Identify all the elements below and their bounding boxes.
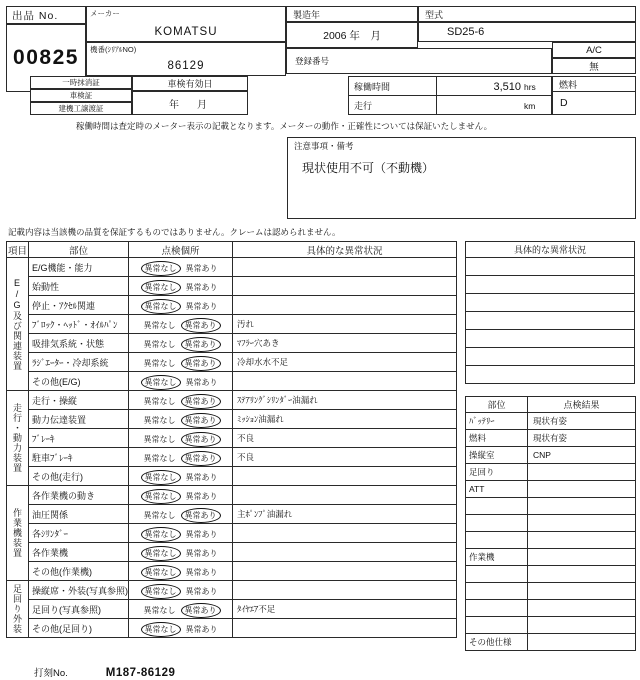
no-abnormality-mark: 異常なし bbox=[143, 435, 176, 444]
inspection-row bbox=[7, 562, 457, 581]
result-part bbox=[466, 498, 528, 515]
no-abnormality-mark: 異常なし bbox=[143, 454, 176, 463]
no-abnormality-mark: 異常なし bbox=[143, 511, 176, 520]
model-label: 型式 bbox=[418, 6, 636, 22]
col-header-item: 項目 bbox=[7, 242, 29, 258]
stamp-no-value: M187-86129 bbox=[105, 667, 176, 679]
result-row bbox=[466, 532, 636, 549]
abnormality-mark: 異常あり bbox=[185, 530, 218, 539]
main-tables bbox=[6, 241, 635, 651]
check-marks-cell bbox=[129, 448, 233, 467]
abnormal-detail-text: 不良 bbox=[233, 448, 457, 467]
part-name: ﾌﾞﾚｰｷ bbox=[29, 429, 129, 448]
result-row bbox=[466, 430, 636, 447]
part-name: 各ｼﾘﾝﾀﾞｰ bbox=[29, 524, 129, 543]
result-part: 操縦室 bbox=[466, 447, 528, 464]
abnormality-mark: 異常あり bbox=[181, 356, 221, 371]
result-value bbox=[528, 583, 636, 600]
abnormal-detail-text bbox=[233, 562, 457, 581]
inspection-row bbox=[7, 619, 457, 638]
result-part bbox=[466, 617, 528, 634]
detail-line bbox=[466, 312, 635, 330]
check-marks-cell bbox=[129, 505, 233, 524]
no-abnormality-mark: 異常なし bbox=[141, 299, 181, 314]
inspection-header-row bbox=[7, 242, 457, 258]
result-part: 足回り bbox=[466, 464, 528, 481]
result-value bbox=[528, 481, 636, 498]
fuel-cell bbox=[552, 76, 636, 115]
abnormality-mark: 異常あり bbox=[181, 318, 221, 333]
result-row bbox=[466, 515, 636, 532]
abnormality-mark: 異常あり bbox=[181, 413, 221, 428]
check-marks-cell bbox=[129, 334, 233, 353]
operating-hours-row bbox=[349, 77, 552, 96]
remarks-title: 注意事項・備考 bbox=[294, 141, 354, 151]
result-part bbox=[466, 515, 528, 532]
operating-hours-unit: hrs bbox=[524, 82, 536, 92]
inspection-row bbox=[7, 410, 457, 429]
part-name: その他(作業機) bbox=[29, 562, 129, 581]
detail-line-row bbox=[466, 330, 635, 348]
result-part: ﾊﾞｯﾃﾘｰ bbox=[466, 413, 528, 430]
serial-label: 機番(ｼﾘｱﾙNO) bbox=[90, 45, 137, 54]
operating-hours-label: 稼働時間 bbox=[349, 77, 437, 96]
inspection-row bbox=[7, 315, 457, 334]
part-name: ﾗｼﾞｴｰﾀｰ・冷却系統 bbox=[29, 353, 129, 372]
detail-line bbox=[466, 294, 635, 312]
no-abnormality-mark: 異常なし bbox=[141, 546, 181, 561]
detail-line-row bbox=[466, 348, 635, 366]
result-value bbox=[528, 464, 636, 481]
part-name: E/G機能・能力 bbox=[29, 258, 129, 277]
col-header-detail: 具体的な異常状況 bbox=[233, 242, 457, 258]
abnormal-detail-text: 汚れ bbox=[233, 315, 457, 334]
abnormal-detail-text: 不良 bbox=[233, 429, 457, 448]
item-group-label: 作業機装置 bbox=[7, 486, 29, 581]
part-name: 足回り(写真参照) bbox=[29, 600, 129, 619]
abnormality-mark: 異常あり bbox=[185, 492, 218, 501]
inspection-row bbox=[7, 296, 457, 315]
shaken-valid-date-label: 車検有効日 bbox=[132, 76, 248, 91]
check-marks-cell bbox=[129, 372, 233, 391]
inspection-row bbox=[7, 334, 457, 353]
result-part: ATT bbox=[466, 481, 528, 498]
mfg-year-value: 2006 年 月 bbox=[286, 22, 418, 48]
part-name: 油圧関係 bbox=[29, 505, 129, 524]
inspection-row bbox=[7, 581, 457, 600]
abnormality-mark: 異常あり bbox=[185, 264, 218, 273]
result-part: その他仕様 bbox=[466, 634, 528, 651]
inspection-row bbox=[7, 524, 457, 543]
check-marks-cell bbox=[129, 600, 233, 619]
hours-travel-block bbox=[348, 76, 552, 115]
abnormal-detail-text bbox=[233, 581, 457, 600]
result-row bbox=[466, 464, 636, 481]
part-name: 始動性 bbox=[29, 277, 129, 296]
detail-line bbox=[466, 330, 635, 348]
detail-line bbox=[466, 276, 635, 294]
model-value: SD25-6 bbox=[418, 22, 636, 42]
result-row bbox=[466, 413, 636, 430]
result-value bbox=[528, 498, 636, 515]
abnormal-detail-text bbox=[233, 619, 457, 638]
inspection-row bbox=[7, 429, 457, 448]
exhibit-no-label: 出品 No. bbox=[6, 6, 86, 24]
abnormality-mark: 異常あり bbox=[181, 337, 221, 352]
result-value: CNP bbox=[528, 447, 636, 464]
ac-label: A/C bbox=[552, 42, 636, 58]
result-row bbox=[466, 617, 636, 634]
abnormal-detail-text bbox=[233, 258, 457, 277]
inspection-row bbox=[7, 543, 457, 562]
result-part: 作業機 bbox=[466, 549, 528, 566]
no-abnormality-mark: 異常なし bbox=[143, 340, 176, 349]
check-marks-cell bbox=[129, 581, 233, 600]
abnormality-mark: 異常あり bbox=[181, 394, 221, 409]
result-part bbox=[466, 566, 528, 583]
result-row bbox=[466, 583, 636, 600]
item-group-label: 足回り外装 bbox=[7, 581, 29, 638]
abnormality-mark: 異常あり bbox=[185, 302, 218, 311]
inspection-row bbox=[7, 448, 457, 467]
result-value bbox=[528, 634, 636, 651]
serial-value: 86129 bbox=[167, 60, 205, 72]
no-abnormality-mark: 異常なし bbox=[141, 489, 181, 504]
inspection-row bbox=[7, 467, 457, 486]
quality-disclaimer: 記載内容は当該機の品質を保証するものではありません。クレームは認められません。 bbox=[8, 227, 341, 237]
part-name: 操縦席・外装(写真参照) bbox=[29, 581, 129, 600]
doc-temporary-deregistration: 一時抹消証 bbox=[30, 76, 132, 89]
result-value bbox=[528, 532, 636, 549]
result-value: 現状有姿 bbox=[528, 430, 636, 447]
result-part bbox=[466, 532, 528, 549]
result-row bbox=[466, 498, 636, 515]
result-value bbox=[528, 566, 636, 583]
abnormal-detail-text bbox=[233, 486, 457, 505]
check-marks-cell bbox=[129, 429, 233, 448]
inspection-row bbox=[7, 600, 457, 619]
check-marks-cell bbox=[129, 258, 233, 277]
check-marks-cell bbox=[129, 543, 233, 562]
registration-no-cell: 登録番号 bbox=[286, 48, 552, 74]
results-header-row bbox=[466, 397, 636, 413]
abnormal-detail-text: ﾀｲﾔｴｱ不足 bbox=[233, 600, 457, 619]
result-part bbox=[466, 583, 528, 600]
abnormal-detail-text bbox=[233, 372, 457, 391]
col-header-result-value: 点検結果 bbox=[528, 397, 636, 413]
abnormality-mark: 異常あり bbox=[181, 451, 221, 466]
doc-transfer-certificate: 建機工譲渡証 bbox=[30, 102, 132, 115]
check-marks-cell bbox=[129, 353, 233, 372]
result-value bbox=[528, 515, 636, 532]
check-marks-cell bbox=[129, 619, 233, 638]
result-part bbox=[466, 600, 528, 617]
part-name: 走行・操縦 bbox=[29, 391, 129, 410]
stamp-no-label: 打刻No. bbox=[34, 668, 68, 679]
inspection-row bbox=[7, 391, 457, 410]
part-name: その他(足回り) bbox=[29, 619, 129, 638]
remarks-box bbox=[287, 137, 636, 219]
result-row bbox=[466, 600, 636, 617]
no-abnormality-mark: 異常なし bbox=[141, 261, 181, 276]
no-abnormality-mark: 異常なし bbox=[143, 397, 176, 406]
check-marks-cell bbox=[129, 524, 233, 543]
result-row bbox=[466, 634, 636, 651]
travel-distance-row bbox=[349, 96, 552, 115]
travel-unit: km bbox=[524, 101, 536, 111]
doc-vehicle-inspection: 車検証 bbox=[30, 89, 132, 102]
operating-hours-value-cell bbox=[437, 77, 552, 96]
abnormal-detail-table bbox=[465, 241, 635, 384]
item-group-label: E/G及び関連装置 bbox=[7, 258, 29, 391]
detail-table-title: 具体的な異常状況 bbox=[466, 242, 635, 258]
inspection-row bbox=[7, 372, 457, 391]
result-value: 現状有姿 bbox=[528, 413, 636, 430]
abnormality-mark: 異常あり bbox=[185, 587, 218, 596]
no-abnormality-mark: 異常なし bbox=[141, 584, 181, 599]
item-group-label: 走行・動力装置 bbox=[7, 391, 29, 486]
part-name: 動力伝達装置 bbox=[29, 410, 129, 429]
abnormal-detail-text: 冷却水水不足 bbox=[233, 353, 457, 372]
part-name: 停止・ｱｸｾﾙ関連 bbox=[29, 296, 129, 315]
no-abnormality-mark: 異常なし bbox=[141, 565, 181, 580]
abnormal-detail-text bbox=[233, 467, 457, 486]
part-name: 駐車ﾌﾞﾚｰｷ bbox=[29, 448, 129, 467]
detail-line-row bbox=[466, 294, 635, 312]
abnormality-mark: 異常あり bbox=[185, 378, 218, 387]
result-value bbox=[528, 549, 636, 566]
travel-label: 走行 bbox=[349, 96, 437, 115]
part-name: 各作業機の動き bbox=[29, 486, 129, 505]
abnormality-mark: 異常あり bbox=[181, 603, 221, 618]
no-abnormality-mark: 異常なし bbox=[141, 622, 181, 637]
abnormal-detail-text bbox=[233, 277, 457, 296]
no-abnormality-mark: 異常なし bbox=[143, 321, 176, 330]
inspection-row bbox=[7, 353, 457, 372]
part-name: ﾌﾞﾛｯｸ・ﾍｯﾄﾞ・ｵｲﾙﾊﾟﾝ bbox=[29, 315, 129, 334]
check-results-table bbox=[465, 396, 636, 651]
travel-value-cell bbox=[437, 96, 552, 115]
abnormal-detail-text bbox=[233, 524, 457, 543]
inspection-row bbox=[7, 486, 457, 505]
detail-line-row bbox=[466, 366, 635, 384]
part-name: その他(走行) bbox=[29, 467, 129, 486]
shaken-valid-date-value: 年 月 bbox=[132, 91, 248, 115]
col-header-result-part: 部位 bbox=[466, 397, 528, 413]
inspection-table bbox=[6, 241, 457, 638]
detail-line-row bbox=[466, 312, 635, 330]
abnormality-mark: 異常あり bbox=[181, 508, 221, 523]
result-row bbox=[466, 447, 636, 464]
inspection-row bbox=[7, 505, 457, 524]
abnormal-detail-text: ﾐｯｼｮﾝ油漏れ bbox=[233, 410, 457, 429]
fuel-label: 燃料 bbox=[553, 77, 635, 92]
part-name: 各作業機 bbox=[29, 543, 129, 562]
maker-value: KOMATSU bbox=[154, 26, 218, 38]
right-column bbox=[465, 241, 635, 651]
no-abnormality-mark: 異常なし bbox=[143, 359, 176, 368]
no-abnormality-mark: 異常なし bbox=[143, 606, 176, 615]
check-marks-cell bbox=[129, 410, 233, 429]
abnormal-detail-text bbox=[233, 543, 457, 562]
check-marks-cell bbox=[129, 391, 233, 410]
inspection-row bbox=[7, 277, 457, 296]
serial-cell bbox=[86, 42, 286, 76]
abnormal-detail-text: ｽﾃｱﾘﾝｸﾞｼﾘﾝﾀﾞｰ油漏れ bbox=[233, 391, 457, 410]
abnormality-mark: 異常あり bbox=[185, 625, 218, 634]
result-value bbox=[528, 617, 636, 634]
check-marks-cell bbox=[129, 467, 233, 486]
meter-disclaimer-note: 稼働時間は査定時のメーター表示の記載となります。メーターの動作・正確性については保証いたしません。 bbox=[76, 121, 493, 131]
no-abnormality-mark: 異常なし bbox=[143, 416, 176, 425]
check-marks-cell bbox=[129, 277, 233, 296]
part-name: 吸排気系統・状態 bbox=[29, 334, 129, 353]
abnormal-detail-text: ﾏﾌﾗｰ穴あき bbox=[233, 334, 457, 353]
abnormal-detail-text: 主ﾎﾟﾝﾌﾟ油漏れ bbox=[233, 505, 457, 524]
abnormality-mark: 異常あり bbox=[185, 283, 218, 292]
check-marks-cell bbox=[129, 296, 233, 315]
inspection-row bbox=[7, 258, 457, 277]
detail-line bbox=[466, 366, 635, 384]
abnormality-mark: 異常あり bbox=[185, 549, 218, 558]
detail-table-header-row bbox=[466, 242, 635, 258]
form-header bbox=[6, 6, 635, 116]
no-abnormality-mark: 異常なし bbox=[141, 470, 181, 485]
no-abnormality-mark: 異常なし bbox=[141, 375, 181, 390]
detail-line bbox=[466, 348, 635, 366]
detail-line-row bbox=[466, 276, 635, 294]
footer bbox=[6, 665, 635, 679]
detail-line-row bbox=[466, 258, 635, 276]
col-header-part: 部位 bbox=[29, 242, 129, 258]
remarks-section bbox=[6, 135, 635, 221]
abnormal-detail-text bbox=[233, 296, 457, 315]
detail-line bbox=[466, 258, 635, 276]
check-marks-cell bbox=[129, 315, 233, 334]
abnormality-mark: 異常あり bbox=[185, 473, 218, 482]
ac-value: 無 bbox=[552, 58, 636, 74]
no-abnormality-mark: 異常なし bbox=[141, 280, 181, 295]
abnormality-mark: 異常あり bbox=[181, 432, 221, 447]
result-part: 燃料 bbox=[466, 430, 528, 447]
check-marks-cell bbox=[129, 562, 233, 581]
result-value bbox=[528, 600, 636, 617]
col-header-check: 点検個所 bbox=[129, 242, 233, 258]
abnormality-mark: 異常あり bbox=[185, 568, 218, 577]
exhibit-no-value: 00825 bbox=[6, 24, 86, 92]
fuel-value: D bbox=[560, 97, 568, 109]
part-name: その他(E/G) bbox=[29, 372, 129, 391]
check-marks-cell bbox=[129, 486, 233, 505]
result-row bbox=[466, 566, 636, 583]
no-abnormality-mark: 異常なし bbox=[141, 527, 181, 542]
operating-hours-value: 3,510 bbox=[493, 81, 521, 93]
mfg-year-label: 製造年 bbox=[286, 6, 418, 22]
maker-cell bbox=[86, 6, 286, 42]
maker-label: メーカー bbox=[90, 9, 120, 18]
result-row bbox=[466, 481, 636, 498]
result-row bbox=[466, 549, 636, 566]
remarks-body: 現状使用不可（不動機） bbox=[302, 161, 435, 175]
